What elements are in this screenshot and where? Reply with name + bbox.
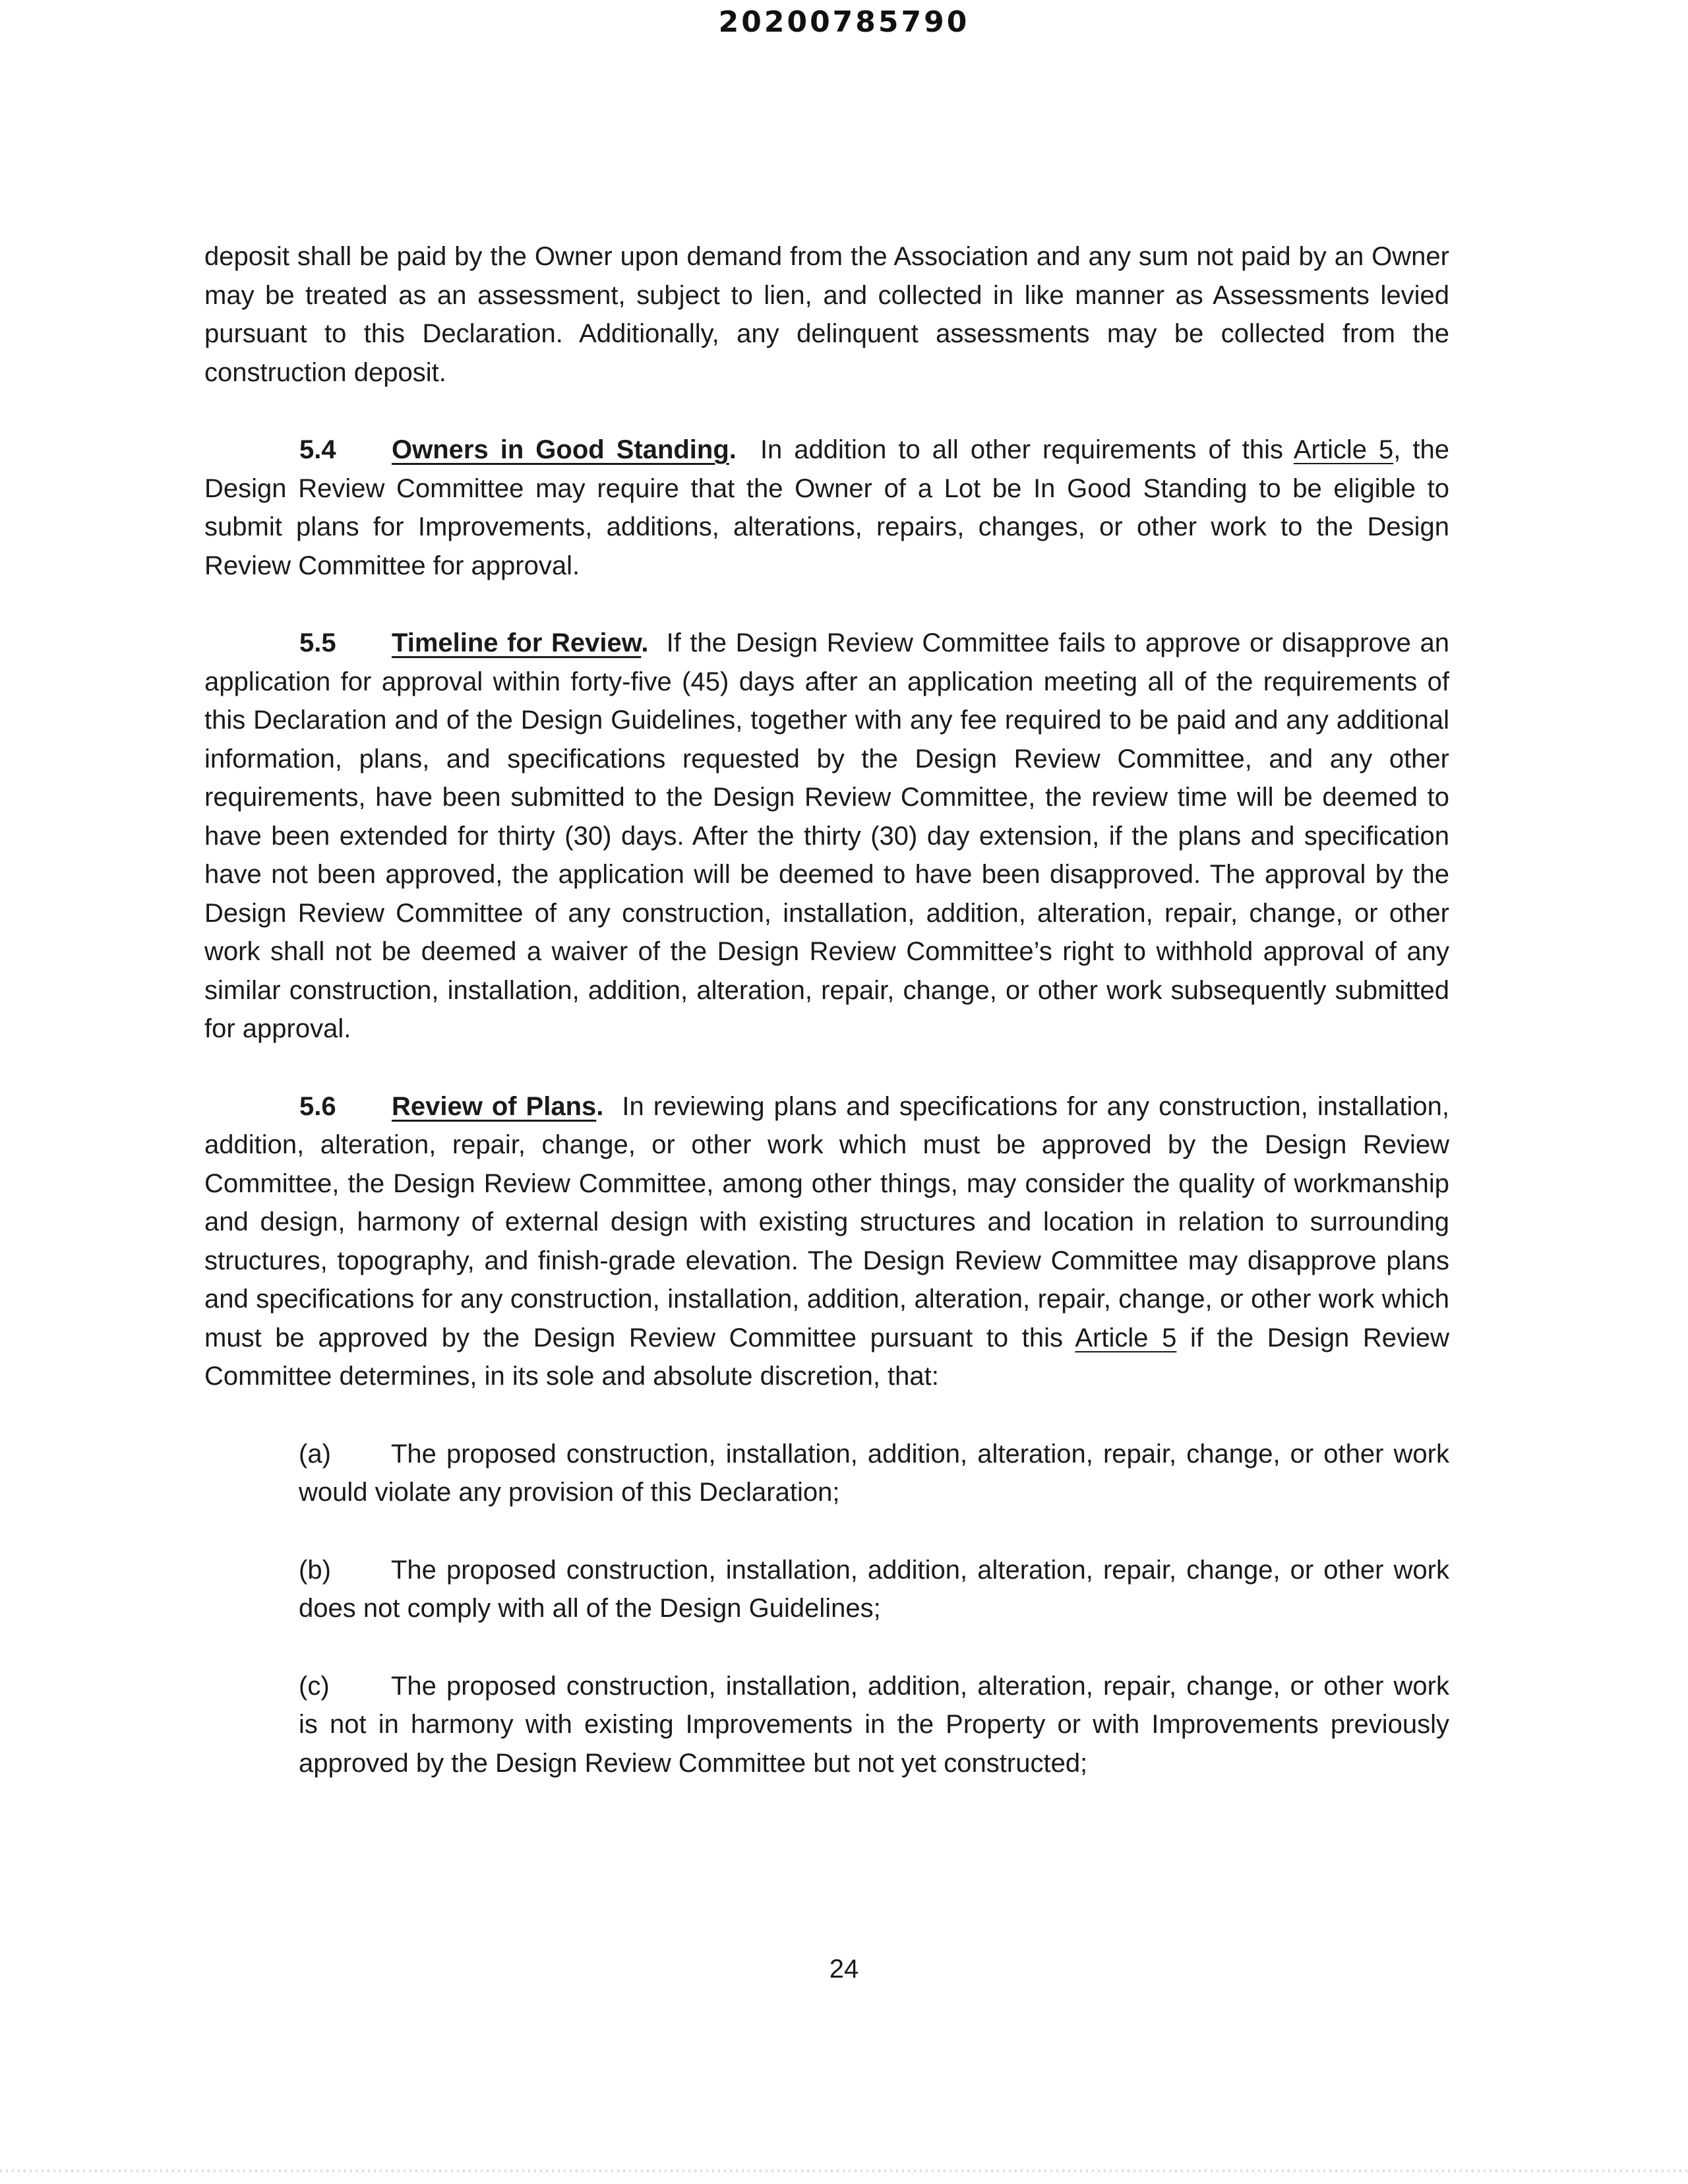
item-label: (c)	[299, 1671, 330, 1701]
subsection-item-a	[299, 1435, 1449, 1512]
article-reference: Article 5	[1075, 1323, 1177, 1352]
item-text: The proposed construction, installation, addition, alteration, repair, change, or other work is not in harmony with existing Improvements in the Property or with Improvements previously approved by the Design Review Committee but not yet constructed;	[299, 1671, 1449, 1778]
item-label: (b)	[299, 1555, 331, 1585]
section-5-5	[204, 624, 1449, 1048]
item-label: (a)	[299, 1439, 331, 1469]
section-text: In addition to all other requirements of this	[760, 435, 1294, 464]
section-5-4	[204, 431, 1449, 585]
section-text: If the Design Review Committee fails to approve or disapprove an application for approval within forty-five (45) days after an application meeting all of the requirements of this Declaration and of the Design Guidelines, together with any fee required to be paid and any additional information, plans, and specifications requested by the Design Review Committee, and any other requirements, have been submitted to the Design Review Committee, the review time will be deemed to have been extended for thirty (30) days. After the thirty (30) day extension, if the plans and specification have not been approved, the application will be deemed to have been disapproved. The approval by the Design Review Committee of any construction, installation, addition, alteration, repair, change, or other work shall not be deemed a waiver of the Design Review Committee’s right to withhold approval of any similar construction, installation, addition, alteration, repair, change, or other work subsequently submitted for approval.	[204, 628, 1449, 1043]
section-text: In reviewing plans and specifications for any construction, installation, addition, alteration, repair, change, or other work which must be approved by the Design Review Committee, the Design Review Committee, among other things, may consider the quality of workmanship and design, harmony of external design with existing structures and location in relation to surrounding structures, topography, and finish-grade elevation. The Design Review Committee may disapprove plans and specifications for any construction, installation, addition, alteration, repair, change, or other work which must be approved by the Design Review Committee pursuant to this	[204, 1091, 1450, 1352]
document-body	[204, 237, 1449, 1782]
subsection-item-b	[299, 1551, 1449, 1628]
continuation-paragraph: deposit shall be paid by the Owner upon demand from the Association and any sum not paid by an Owner may be treated as an assessment, subject to lien, and collected in like manner as Assessments levied pursuant to this Declaration. Additionally, any delinquent assessments may be collected from the construction deposit.	[204, 242, 1449, 387]
subsection-item-c	[299, 1667, 1449, 1783]
recording-number: 20200785790	[718, 5, 970, 39]
item-text: The proposed construction, installation, addition, alteration, repair, change, or other work would violate any provision of this Declaration;	[299, 1439, 1449, 1507]
scan-edge-artifact	[0, 2169, 1688, 2172]
heading-period: .	[729, 435, 737, 464]
section-number: 5.5	[299, 628, 336, 657]
item-text: The proposed construction, installation, addition, alteration, repair, change, or other work does not comply with all of the Design Guidelines;	[299, 1555, 1449, 1623]
page-number: 24	[829, 1955, 859, 1984]
section-text-continued: if the Design Review Committee determines, in its sole and absolute discretion, that:	[204, 1323, 1449, 1391]
section-heading: Review of Plans	[392, 1091, 597, 1121]
section-number: 5.6	[299, 1091, 336, 1121]
heading-period: .	[641, 628, 649, 657]
section-number: 5.4	[299, 435, 336, 464]
article-reference: Article 5	[1293, 435, 1394, 464]
section-text-continued: , the Design Review Committee may require that the Owner of a Lot be In Good Standing to be eligible to submit plans for Improvements, additions, alterations, repairs, changes, or other work to the Design Review Committee for approval.	[204, 435, 1449, 580]
section-5-6	[204, 1087, 1449, 1396]
heading-period: .	[596, 1091, 604, 1121]
section-heading: Owners in Good Standing	[392, 435, 729, 464]
section-heading: Timeline for Review	[392, 628, 642, 657]
